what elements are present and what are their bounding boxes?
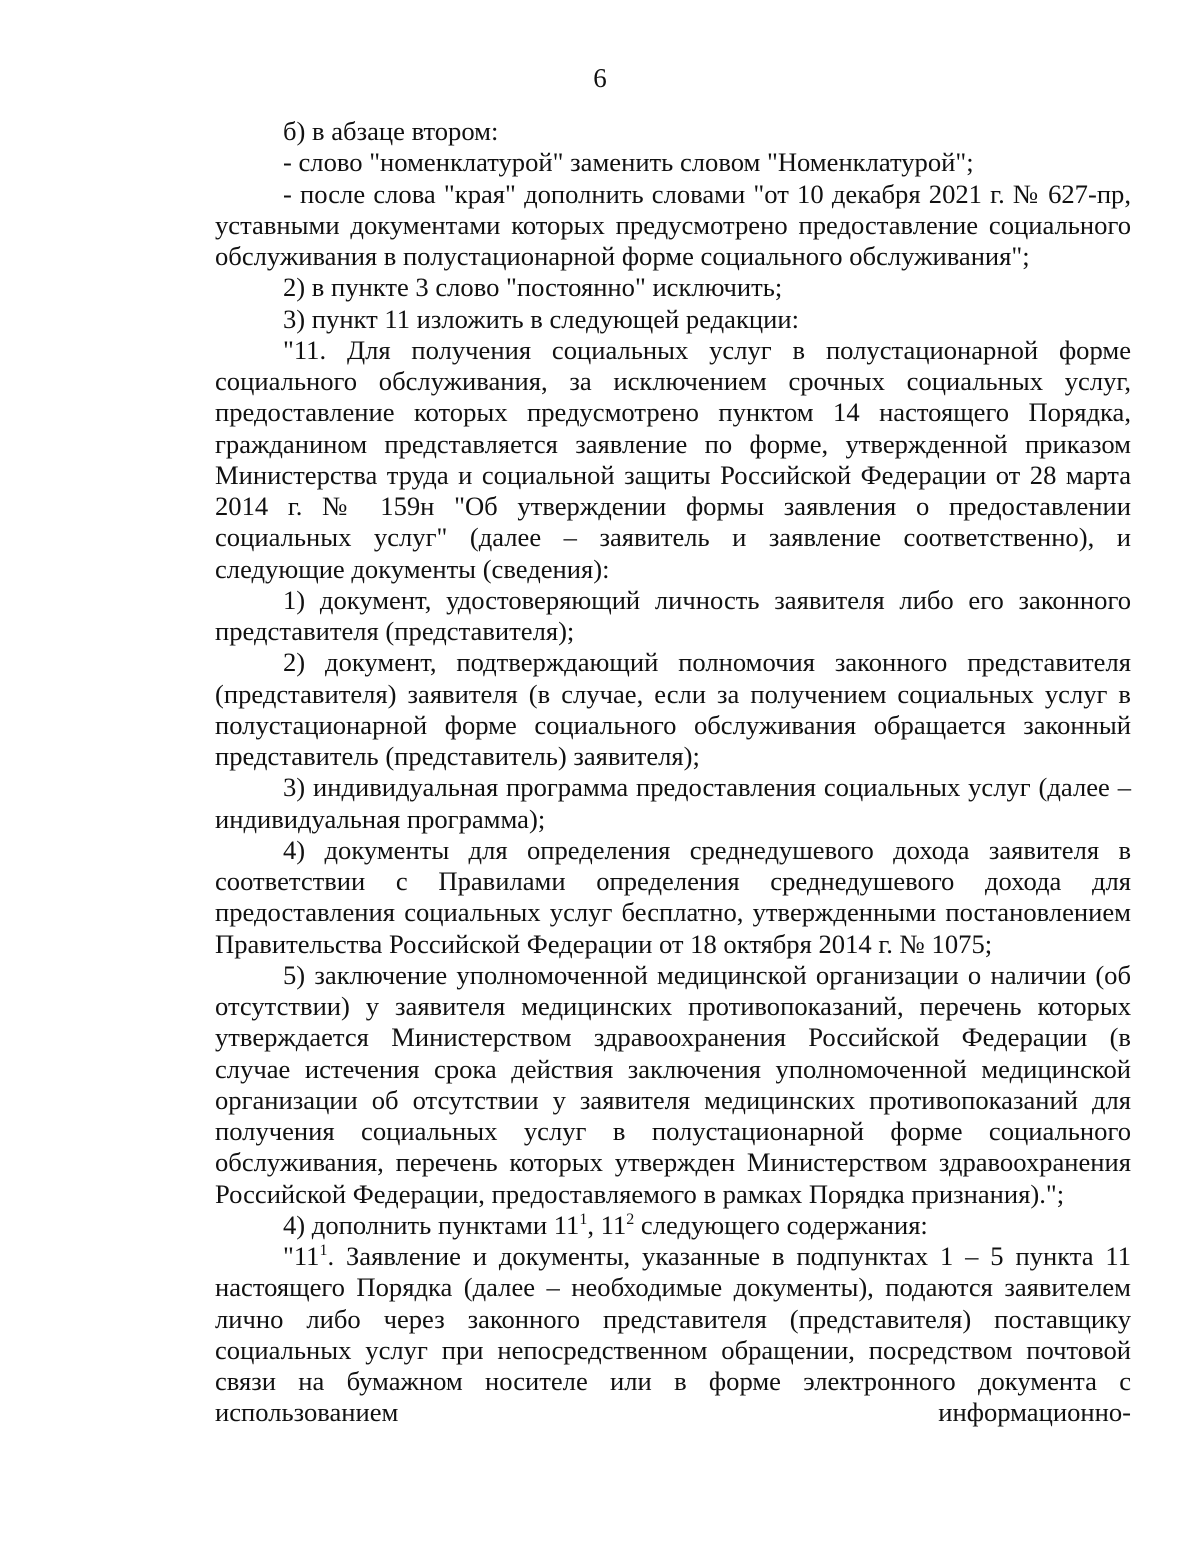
paragraph-13-superscript: 1: [319, 1242, 328, 1259]
paragraph-8: 2) документ, подтверждающий полномочия законного представителя (представителя) заявителя (в случае, если за получением социальных услуг в полустационарной форме социального обслуживания обращается законный представитель (представитель) заявителя);: [215, 647, 1131, 771]
paragraph-4: 2) в пункте 3 слово "постоянно" исключить;: [283, 272, 783, 303]
paragraph-3: - после слова "края" дополнить словами "от 10 декабря 2021 г. № 627-пр, уставными документами которых предусмотрено предоставление социального обслуживания в полустационарной форме социального обслуживания";: [215, 178, 1131, 271]
document-body: [215, 116, 1131, 1429]
paragraph-9: 3) индивидуальная программа предоставления социальных услуг (далее – индивидуальная программа);: [215, 772, 1131, 834]
paragraph-1: б) в абзаце втором:: [283, 116, 499, 146]
paragraph-12-text-b: , 11: [587, 1209, 627, 1240]
paragraph-12-text-c: следующего содержания:: [634, 1209, 928, 1240]
paragraph-12-superscript-b: 2: [626, 1210, 635, 1228]
paragraph-6: "11. Для получения социальных услуг в полустационарной форме социального обслуживания, за исключением срочных социальных услуг, предоставление которых предусмотрено пунктом 14 настоящего Порядка, гражданином представляется заявление по форме, утвержденной приказом Министерства труда и социальной защиты Российской Федерации от 28 марта 2014 г. № 159н "Об утверждении формы заявления о предоставлении социальных услуг" (далее – заявитель и заявление соответственно), и следующие документы (сведения):: [215, 334, 1131, 584]
paragraph-12: [215, 1210, 1131, 1241]
paragraph-12-text-a: 4) дополнить пунктами 11: [283, 1209, 580, 1240]
paragraph-13-text-a: "11: [283, 1241, 320, 1271]
paragraph-12-superscript-a: 1: [579, 1210, 588, 1228]
paragraph-5: 3) пункт 11 изложить в следующей редакции:: [283, 303, 799, 334]
paragraph-11: 5) заключение уполномоченной медицинской организации о наличии (об отсутствии) у заявителя медицинских противопоказаний, перечень которых утверждается Министерством здравоохранения Российской Федерации (в случае истечения срока действия заключения уполномоченной медицинской организации об отсутствии у заявителя медицинских противопоказаний для получения социальных услуг в полустационарной форме социального обслуживания, перечень которых утвержден Министерством здравоохранения Российской Федерации, предоставляемого в рамках Порядка признания).";: [215, 959, 1131, 1209]
paragraph-10: 4) документы для определения среднедушевого дохода заявителя в соответствии с Правилами определения среднедушевого дохода для предоставления социальных услуг бесплатно, утвержденными постановлением Правительства Российской Федерации от 18 октября 2014 г. № 1075;: [215, 834, 1131, 959]
paragraph-2: - слово "номенклатурой" заменить словом "Номенклатурой";: [283, 147, 974, 178]
paragraph-13: [215, 1241, 1131, 1429]
paragraph-13-text-b: . Заявление и документы, указанные в подпунктах 1 – 5 пункта 11 настоящего Порядка (далее – необходимые документы), подаются заявителем лично либо через законного представителя (представителя) поставщику социальных услуг при непосредственном обращении, посредством почтовой связи на бумажном носителе или в форме электронного документа с использованием информационно-: [215, 1241, 1131, 1428]
paragraph-7: 1) документ, удостоверяющий личность заявителя либо его законного представителя (представителя);: [215, 584, 1131, 646]
page-number: 6: [593, 63, 607, 93]
